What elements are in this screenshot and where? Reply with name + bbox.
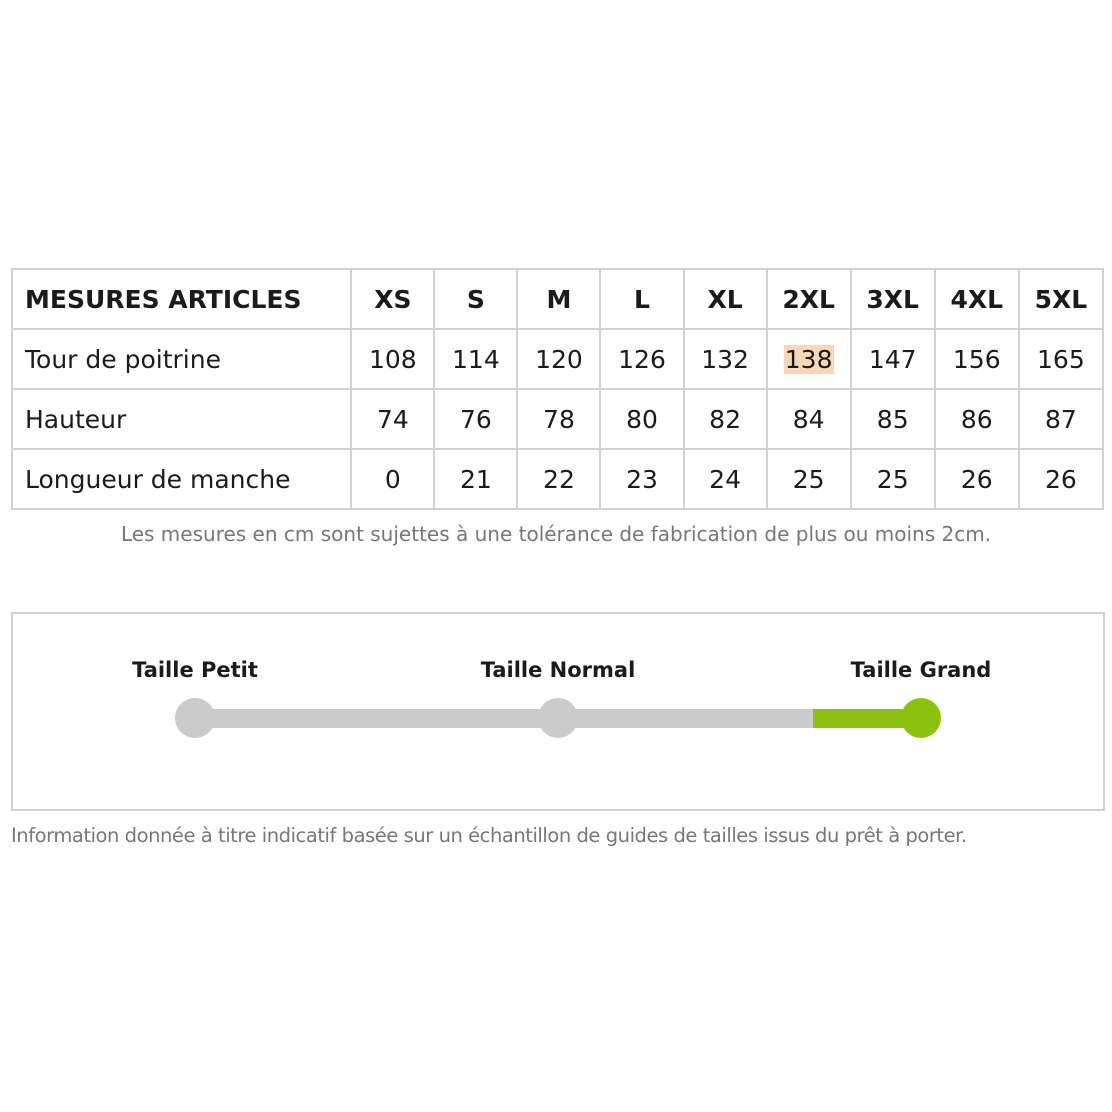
table-cell: 156: [935, 329, 1019, 389]
table-row-tour-de-poitrine: [12, 329, 1103, 389]
highlighted-value: 138: [784, 344, 833, 374]
table-cell: 78: [517, 389, 600, 449]
fit-scale-track: [195, 709, 813, 728]
table-cell: 165: [1019, 329, 1103, 389]
size-header-m: M: [517, 269, 600, 329]
size-header-xl: XL: [684, 269, 767, 329]
tolerance-note: Les mesures en cm sont sujettes à une tolérance de fabrication de plus ou moins 2cm.: [120, 522, 992, 546]
table-cell: 85: [851, 389, 935, 449]
table-row-longueur-de-manche: [12, 449, 1103, 509]
table-cell: 82: [684, 389, 767, 449]
table-row-hauteur: [12, 389, 1103, 449]
fit-label-normal: Taille Normal: [480, 658, 636, 682]
table-cell: 24: [684, 449, 767, 509]
table-cell: 80: [600, 389, 683, 449]
table-cell: 132: [684, 329, 767, 389]
size-header-5xl: 5XL: [1019, 269, 1103, 329]
table-cell: 26: [1019, 449, 1103, 509]
table-cell: 114: [434, 329, 517, 389]
table-cell: 26: [935, 449, 1019, 509]
size-header-4xl: 4XL: [935, 269, 1019, 329]
table-cell: 84: [767, 389, 851, 449]
table-cell: 126: [600, 329, 683, 389]
size-table: [11, 268, 1104, 510]
size-header-3xl: 3XL: [851, 269, 935, 329]
table-cell: 76: [434, 389, 517, 449]
info-note: Information donnée à titre indicatif basée sur un échantillon de guides de tailles issus du prêt à porter.: [11, 824, 967, 847]
size-header-2xl: 2XL: [767, 269, 851, 329]
table-cell: 74: [351, 389, 434, 449]
table-cell: 86: [935, 389, 1019, 449]
table-cell: 87: [1019, 389, 1103, 449]
table-cell: 21: [434, 449, 517, 509]
size-header-xs: XS: [351, 269, 434, 329]
size-header-s: S: [434, 269, 517, 329]
fit-dot-petit: [175, 698, 215, 738]
table-cell: 25: [767, 449, 851, 509]
table-cell-highlighted: [767, 329, 851, 389]
table-cell: 23: [600, 449, 683, 509]
fit-dot-grand: [901, 698, 941, 738]
table-header-label: MESURES ARTICLES: [12, 269, 351, 329]
row-label: Longueur de manche: [12, 449, 351, 509]
table-header-row: [12, 269, 1103, 329]
table-cell: 25: [851, 449, 935, 509]
size-header-l: L: [600, 269, 683, 329]
fit-label-petit: Taille Petit: [132, 658, 258, 682]
fit-dot-normal: [538, 698, 578, 738]
table-cell: 0: [351, 449, 434, 509]
fit-label-grand: Taille Grand: [850, 658, 992, 682]
table-cell: 108: [351, 329, 434, 389]
table-cell: 120: [517, 329, 600, 389]
row-label: Hauteur: [12, 389, 351, 449]
row-label: Tour de poitrine: [12, 329, 351, 389]
table-cell: 22: [517, 449, 600, 509]
table-cell: 147: [851, 329, 935, 389]
